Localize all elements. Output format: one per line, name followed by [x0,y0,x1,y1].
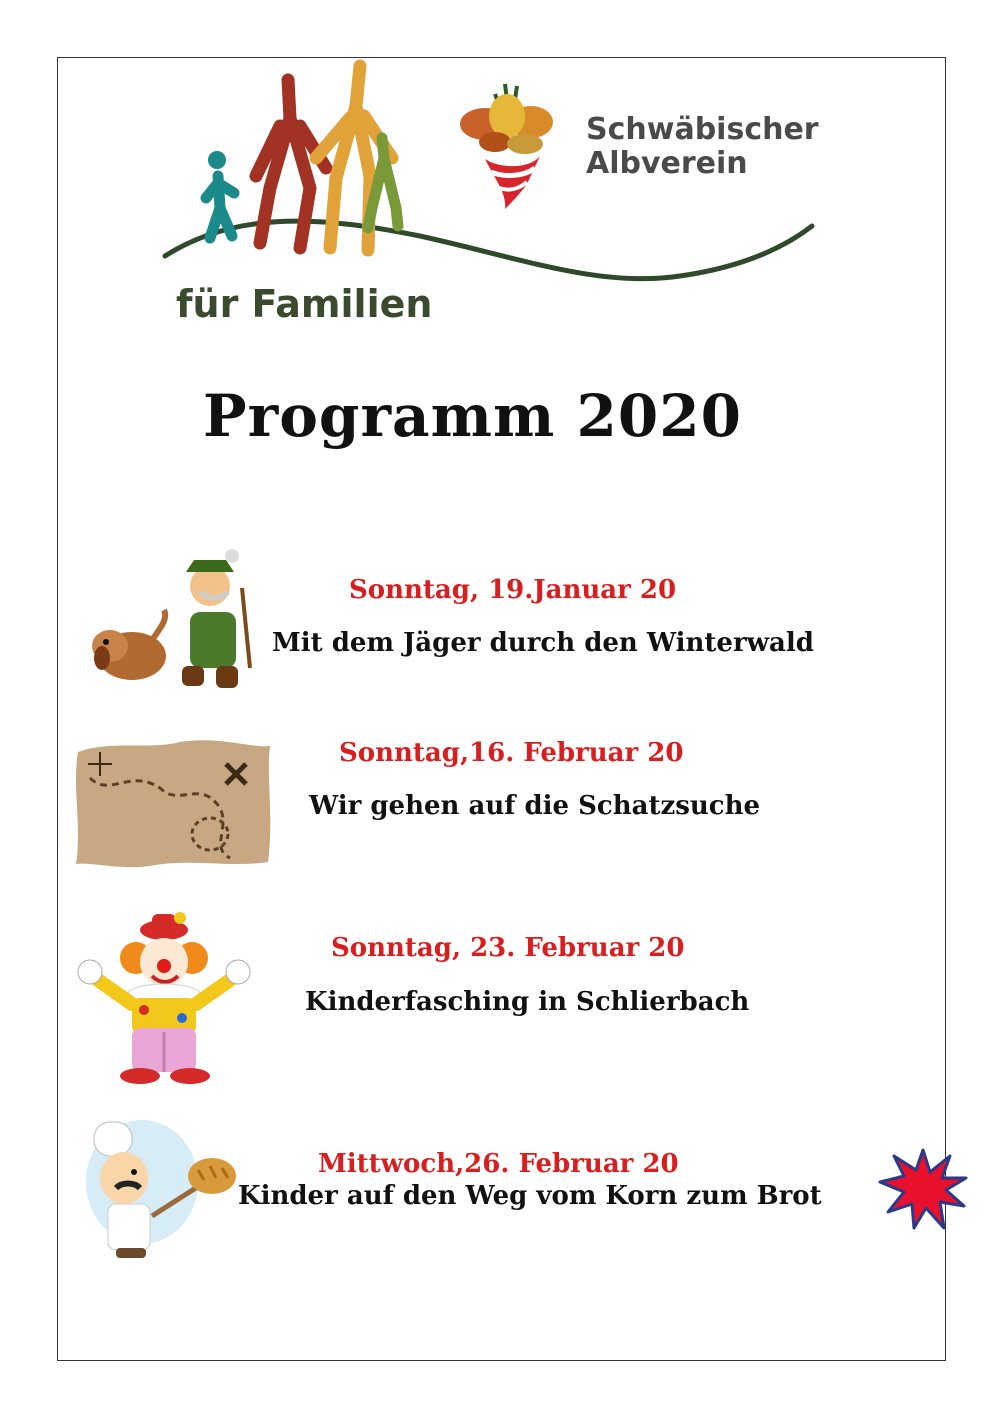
page-title: Programm 2020 [203,382,742,450]
clown-illustration [74,910,254,1086]
logo-albverein-line2: Albverein [586,146,748,181]
event-1-description: Mit dem Jäger durch den Winterwald [272,628,814,658]
event-4-description: Kinder auf den Weg vom Korn zum Brot [238,1181,822,1211]
event-4-date: Mittwoch,26. Februar 20 [318,1149,679,1179]
event-1-date: Sonntag, 19.Januar 20 [349,575,677,605]
albverein-emblem [455,64,565,214]
event-3-description: Kinderfasching in Schlierbach [305,987,750,1017]
event-2-description: Wir gehen auf die Schatzsuche [309,791,761,821]
hunter-with-dog-illustration [82,548,267,696]
starburst-icon [878,1148,968,1230]
event-2-date: Sonntag,16. Februar 20 [339,738,684,768]
event-3-date: Sonntag, 23. Februar 20 [331,933,685,963]
logo-familien-text: für Familien [176,282,433,326]
logo-albverein-line1: Schwäbischer [586,112,819,147]
treasure-map-illustration [70,738,275,870]
baker-illustration [82,1112,237,1260]
